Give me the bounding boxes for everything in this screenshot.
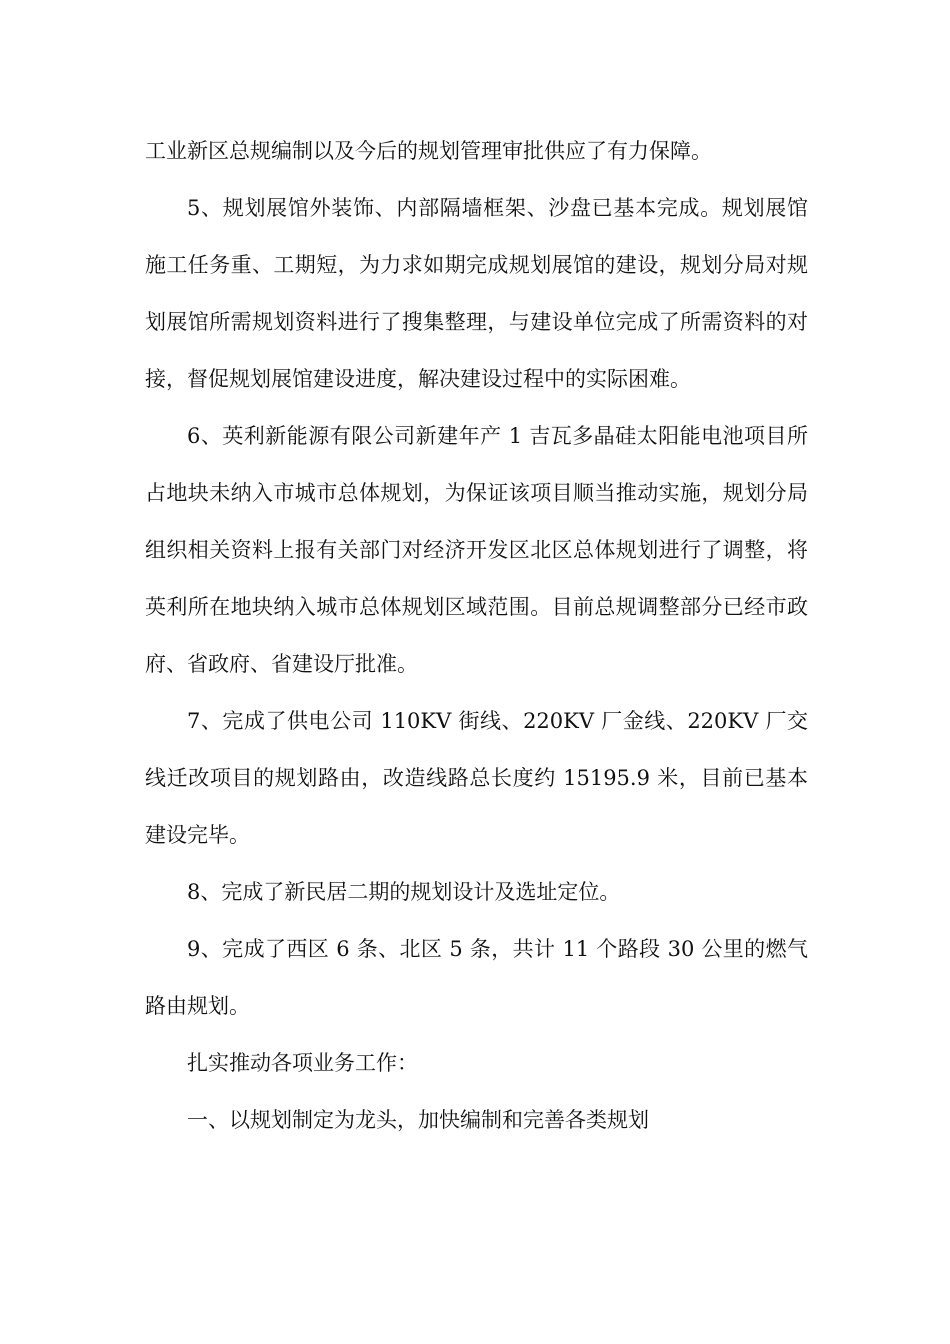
paragraph-item-5: 5、规划展馆外装饰、内部隔墙框架、沙盘已基本完成。规划展馆施工任务重、工期短，为力求如期完成规划展馆的建设，规划分局对规划展馆所需规划资料进行了搜集整理，与建设单位完成了所需资料的对接，督促规划展馆建设进度，解决建设过程中的实际困难。 xyxy=(145,196,808,391)
section-heading-1: 一、以规划制定为龙头，加快编制和完善各类规划 xyxy=(187,1108,649,1132)
paragraph-item-6: 6、英利新能源有限公司新建年产 1 吉瓦多晶硅太阳能电池项目所占地块未纳入市城市总体规划，为保证该项目顺当推动实施，规划分局组织相关资料上报有关部门对经济开发区北区总体规划进行了调整，将英利所在地块纳入城市总体规划区域范围。目前总规调整部分已经市政府、省政府、省建设厅批准。 xyxy=(145,424,808,676)
section-intro: 扎实推动各项业务工作： xyxy=(187,1051,418,1075)
document-body xyxy=(145,123,808,1149)
paragraph-item-9: 9、完成了西区 6 条、北区 5 条，共计 11 个路段 30 公里的燃气路由规划。 xyxy=(145,937,808,1018)
paragraph-item-7: 7、完成了供电公司 110KV 街线、220KV 厂金线、220KV 厂交线迁改项目的规划路由，改造线路总长度约 15195.9 米，目前已基本建设完毕。 xyxy=(145,709,808,847)
paragraph-continuation: 工业新区总规编制以及今后的规划管理审批供应了有力保障。 xyxy=(145,139,712,163)
paragraph-item-8: 8、完成了新民居二期的规划设计及选址定位。 xyxy=(187,880,621,904)
